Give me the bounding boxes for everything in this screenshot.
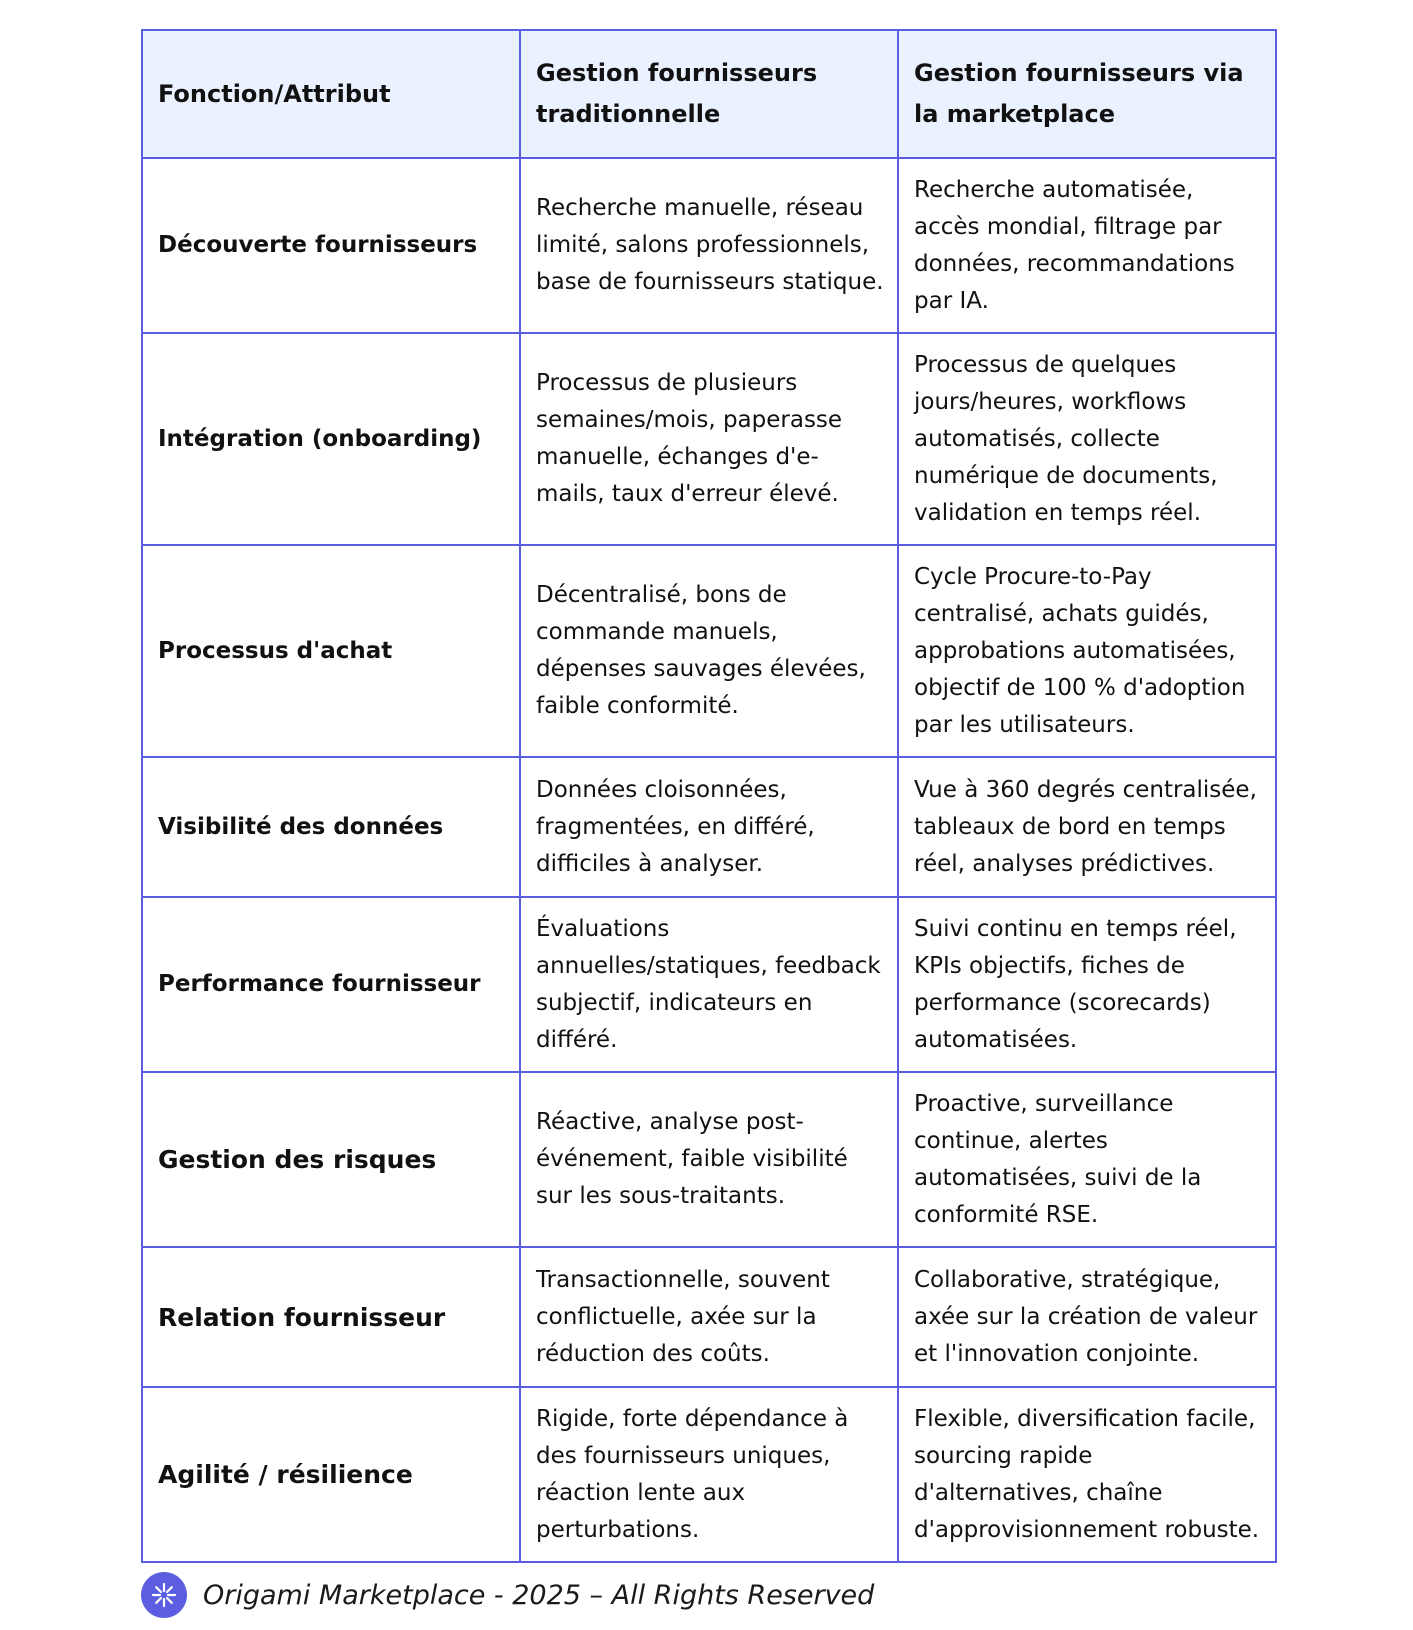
traditional-cell: Rigide, forte dépendance à des fournisseurs uniques, réaction lente aux perturbations.: [520, 1387, 898, 1562]
marketplace-cell: Recherche automatisée, accès mondial, filtrage par données, recommandations par IA.: [898, 158, 1276, 333]
attribute-cell: Processus d'achat: [142, 545, 520, 757]
marketplace-cell: Vue à 360 degrés centralisée, tableaux de bord en temps réel, analyses prédictives.: [898, 757, 1276, 897]
table-row: [142, 545, 1276, 757]
comparison-table: [141, 29, 1277, 1563]
marketplace-cell: Processus de quelques jours/heures, workflows automatisés, collecte numérique de documents, validation en temps réel.: [898, 333, 1276, 545]
attribute-cell: Performance fournisseur: [142, 897, 520, 1072]
header-cell-attribute: Fonction/Attribut: [142, 30, 520, 158]
traditional-cell: Transactionnelle, souvent conflictuelle, axée sur la réduction des coûts.: [520, 1247, 898, 1387]
traditional-cell: Données cloisonnées, fragmentées, en différé, difficiles à analyser.: [520, 757, 898, 897]
table-row: [142, 1072, 1276, 1247]
origami-logo-icon: [141, 1572, 187, 1618]
traditional-cell: Évaluations annuelles/statiques, feedback subjectif, indicateurs en différé.: [520, 897, 898, 1072]
attribute-cell: Visibilité des données: [142, 757, 520, 897]
attribute-cell: Gestion des risques: [142, 1072, 520, 1247]
copyright-text: Origami Marketplace - 2025 – All Rights Reserved: [203, 1579, 875, 1611]
marketplace-cell: Suivi continu en temps réel, KPIs objectifs, fiches de performance (scorecards) automatisées.: [898, 897, 1276, 1072]
table-row: [142, 1387, 1276, 1562]
header-cell-traditional: Gestion fournisseurs traditionnelle: [520, 30, 898, 158]
attribute-cell: Agilité / résilience: [142, 1387, 520, 1562]
table-row: [142, 1247, 1276, 1387]
attribute-cell: Découverte fournisseurs: [142, 158, 520, 333]
traditional-cell: Recherche manuelle, réseau limité, salons professionnels, base de fournisseurs statique.: [520, 158, 898, 333]
attribute-cell: Intégration (onboarding): [142, 333, 520, 545]
marketplace-cell: Flexible, diversification facile, sourcing rapide d'alternatives, chaîne d'approvisionnement robuste.: [898, 1387, 1276, 1562]
footer: [141, 1572, 874, 1618]
table-row: [142, 757, 1276, 897]
traditional-cell: Décentralisé, bons de commande manuels, dépenses sauvages élevées, faible conformité.: [520, 545, 898, 757]
marketplace-cell: Cycle Procure-to-Pay centralisé, achats guidés, approbations automatisées, objectif de 100 % d'adoption par les utilisateurs.: [898, 545, 1276, 757]
header-cell-marketplace: Gestion fournisseurs via la marketplace: [898, 30, 1276, 158]
table-header-row: [142, 30, 1276, 158]
traditional-cell: Réactive, analyse post-événement, faible visibilité sur les sous-traitants.: [520, 1072, 898, 1247]
attribute-cell: Relation fournisseur: [142, 1247, 520, 1387]
table-row: [142, 158, 1276, 333]
table-row: [142, 333, 1276, 545]
marketplace-cell: Proactive, surveillance continue, alertes automatisées, suivi de la conformité RSE.: [898, 1072, 1276, 1247]
table-row: [142, 897, 1276, 1072]
traditional-cell: Processus de plusieurs semaines/mois, paperasse manuelle, échanges d'e-mails, taux d'erreur élevé.: [520, 333, 898, 545]
marketplace-cell: Collaborative, stratégique, axée sur la création de valeur et l'innovation conjointe.: [898, 1247, 1276, 1387]
